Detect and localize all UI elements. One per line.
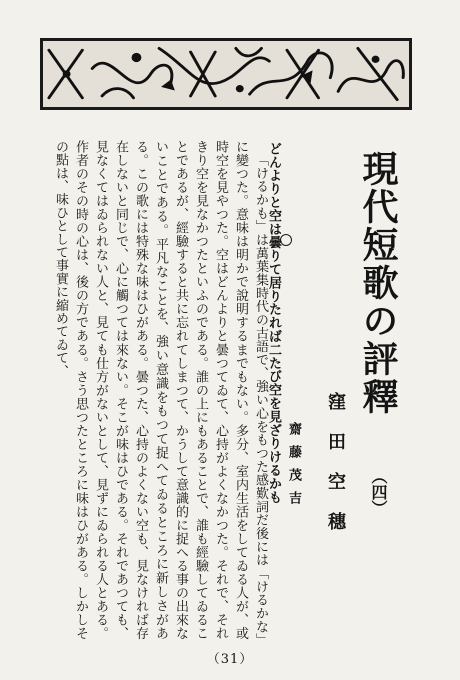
circle-mark-icon bbox=[280, 234, 292, 246]
ornament-pattern bbox=[43, 41, 409, 107]
commentary-body bbox=[53, 140, 270, 640]
decorative-header-banner bbox=[40, 38, 412, 110]
poem-author: 齋藤茂吉 bbox=[286, 422, 301, 514]
poem-text: どんよりと空は曇りて居りたれば二たび空を見ざりけるかも bbox=[266, 142, 281, 504]
article-title: 現代短歌の評釋 bbox=[357, 150, 399, 416]
article-author: 窪田空穗 bbox=[325, 392, 346, 552]
article-number: （四） bbox=[369, 468, 388, 516]
page-number: （31） bbox=[206, 652, 254, 667]
commentary-paragraph: 「けるかも」は萬葉集時代の古語で、強い心をもつた感歎詞だ後には「けるかな」に變つた。意味は明かで說明するまでもない。多分、室内生活をしてゐる人が、或時空を見やつた。空はどんよりと曇つてゐて、心持がよくなかつた。それで、それきり空を見なかつたといふのである。誰の上にもあることで、誰も經驗してゐることであるが、經驗すると共に忘れてしまつて、かうして意識的に捉へる事の出來ないことである。平凡なことを、強い意識をもつて捉へてゐるところに新しさがある。この歌には特殊な味はひがある。曇つた、心持のよくない空も、見なければ存在しないと同じで、心に觸つては來ない。そこが味はひである。それであつても、見なくてはゐられない人と、見ても仕方がないとして、見ずにゐられる人とある。作者のその時の心は、後の方である。さう思つたところに味はひがある。しかしその點は、味ひとして事實に縮めてゐて、 bbox=[53, 140, 268, 640]
